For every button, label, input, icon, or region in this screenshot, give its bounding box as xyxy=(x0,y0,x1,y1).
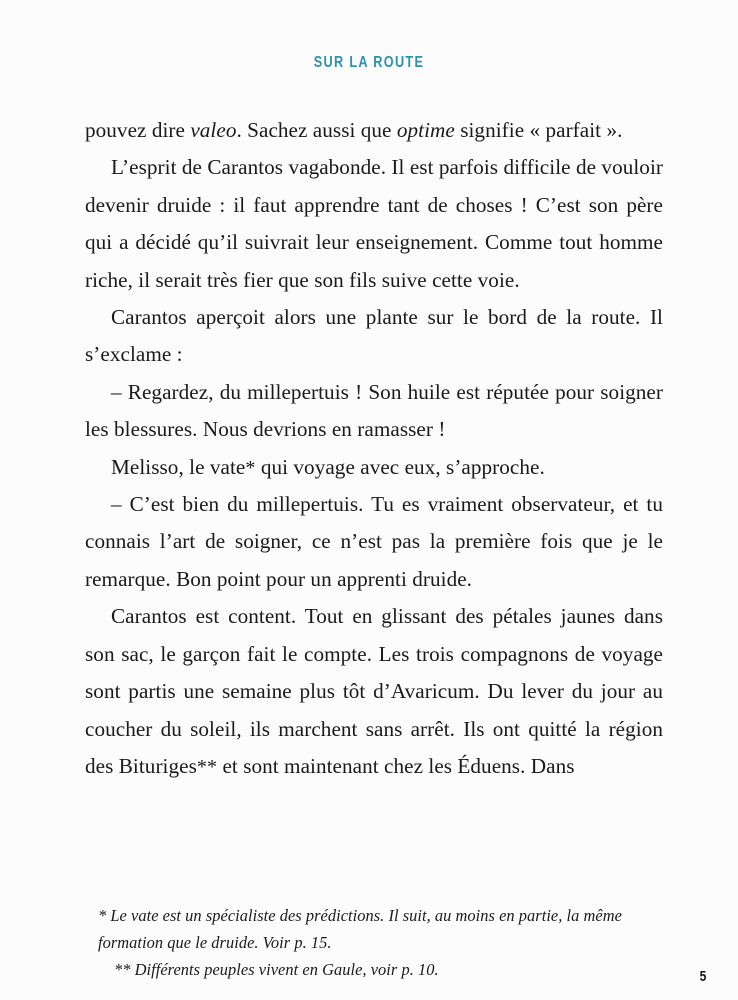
footnotes-block xyxy=(98,903,664,984)
text-run: qui voyage avec eux, s’approche. xyxy=(255,454,545,479)
paragraph-dialogue xyxy=(85,374,663,449)
footnote-marker-double-asterisk: ** xyxy=(196,755,218,778)
body-text-block xyxy=(85,112,663,785)
text-run: L’esprit de Carantos vagabonde. Il est parfois difficile de vouloir devenir druide : il faut apprendre tant de choses ! C’est son père qui a décidé qu’il suivrait leur enseignement. Comme tout homme riche, il serait très fier que son fils suive cette voie. xyxy=(85,155,663,292)
paragraph xyxy=(85,112,663,149)
italic-term-optime: optime xyxy=(396,118,455,142)
paragraph xyxy=(85,598,663,785)
footnote-marker-single-asterisk: * xyxy=(245,456,256,479)
paragraph-dialogue xyxy=(85,486,663,598)
paragraph xyxy=(85,149,663,299)
running-header: SUR LA ROUTE xyxy=(313,54,425,71)
text-run: et sont maintenant chez les Éduens. Dans xyxy=(217,753,575,778)
text-run: signifie « parfait ». xyxy=(454,118,623,142)
text-run: pouvez dire xyxy=(85,118,191,142)
paragraph xyxy=(85,299,663,374)
italic-term-valeo: valeo xyxy=(190,118,237,142)
text-run: Melisso, le vate xyxy=(111,454,246,479)
text-run: – C’est bien du millepertuis. Tu es vraiment observateur, et tu connais l’art de soigner, ce n’est pas la première fois que je le remarque. Bon point pour un apprenti druide. xyxy=(85,492,663,591)
text-run: Carantos aperçoit alors une plante sur le bord de la route. Il s’exclame : xyxy=(85,305,663,367)
text-run: . Sachez aussi que xyxy=(236,118,397,142)
paragraph xyxy=(85,449,663,486)
text-run: Carantos est content. Tout en glissant des pétales jaunes dans son sac, le garçon fait le compte. Les trois compagnons de voyage sont partis une semaine plus tôt d’Avaricum. Du lever du jour au coucher du soleil, ils marchent sans arrêt. Ils ont quitté la région des Bituriges xyxy=(85,604,663,778)
footnote-1: * Le vate est un spécialiste des prédictions. Il suit, au moins en partie, la même formation que le druide. Voir p. 15. xyxy=(98,906,622,952)
footnote-2: ** Différents peuples vivent en Gaule, voir p. 10. xyxy=(114,960,439,979)
text-run: – Regardez, du millepertuis ! Son huile est réputée pour soigner les blessures. Nous devrions en ramasser ! xyxy=(85,379,663,442)
page-number: 5 xyxy=(699,968,706,985)
